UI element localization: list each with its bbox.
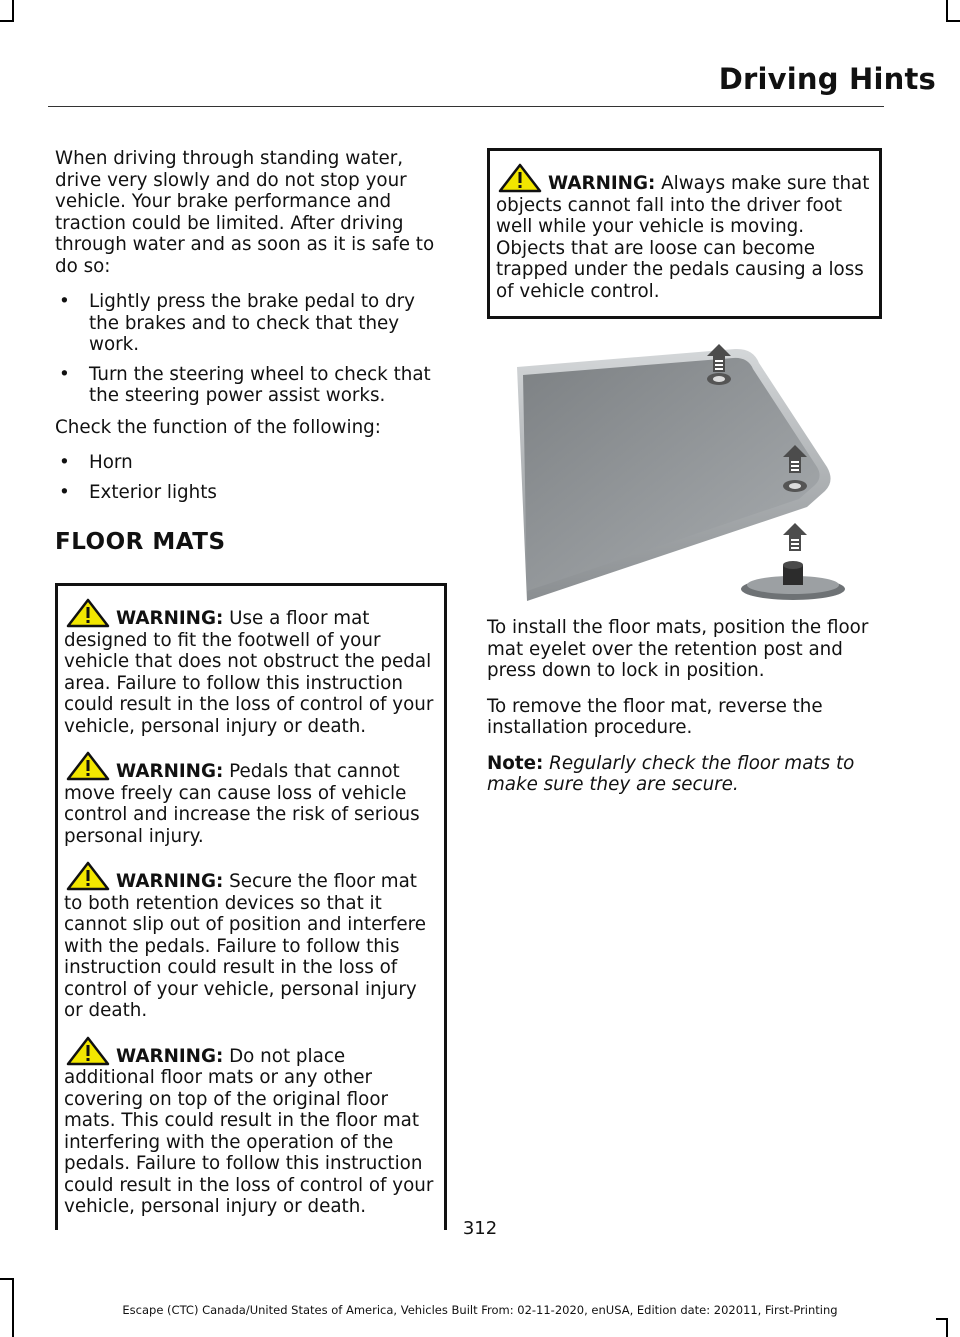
warning-triangle-icon (498, 163, 542, 193)
warning-text: Do not place additional floor mats or any other covering on top of the original floor mats. This could result in the floor mat interfering with the operation of the pedals. Failure to follow this instruction could result in the loss of control of your vehicle, personal injury or death. (64, 1045, 434, 1217)
right-column (487, 148, 882, 810)
page-title: Driving Hints (718, 62, 936, 96)
crop-mark (946, 1318, 948, 1337)
warning-item (64, 598, 438, 737)
list-item: • Turn the steering wheel to check that the steering power assist works. (55, 364, 447, 407)
left-column (55, 148, 447, 1230)
list-item: • Horn (55, 452, 447, 474)
note-paragraph (487, 753, 882, 796)
warning-label: WARNING: (548, 173, 656, 194)
warning-item (64, 1036, 438, 1218)
warning-label: WARNING: (116, 1045, 224, 1067)
warning-label: WARNING: (116, 608, 224, 629)
crop-mark (946, 0, 948, 22)
install-paragraph: To install the floor mats, position the floor mat eyelet over the retention post and press down to lock in position. (487, 617, 869, 681)
warning-text: Use a floor mat designed to fit the footwell of your vehicle that does not obstruct the pedal area. Failure to follow this instruction could result in the loss of control of your vehicle, personal injury or death. (64, 608, 434, 737)
warning-label: WARNING: (116, 761, 224, 782)
crop-mark (0, 1278, 14, 1280)
up-arrow-icon (783, 523, 807, 551)
function-check-list (55, 452, 447, 503)
floor-mat-illustration (487, 339, 882, 609)
crop-mark (0, 20, 14, 22)
remove-paragraph: To remove the floor mat, reverse the installation procedure. (487, 695, 823, 738)
water-check-list (55, 291, 447, 407)
warning-text: Pedals that cannot move freely can cause loss of vehicle control and increase the risk of serious personal injury. (64, 761, 420, 847)
section-title: FLOOR MATS (55, 529, 226, 555)
list-item: • Exterior lights (55, 482, 447, 504)
check-paragraph: Check the function of the following: (55, 416, 381, 438)
crop-mark (936, 1318, 948, 1320)
warning-box (55, 583, 447, 1230)
warning-triangle-icon (66, 861, 110, 891)
note-label: Note: (487, 752, 544, 774)
warning-text: Always make sure that objects cannot fall into the driver foot well while your vehicle is moving. Objects that are loose can become trapped under the pedals causing a loss of vehicle control. (496, 173, 870, 302)
crop-mark (12, 0, 14, 22)
warning-triangle-icon (66, 1036, 110, 1066)
warning-item (64, 861, 438, 1022)
warning-item (64, 751, 438, 847)
intro-paragraph: When driving through standing water, drive very slowly and do not stop your vehicle. Your brake performance and traction could be limited. After driving through water and as soon as it is safe to do so: (55, 148, 435, 277)
page-number: 312 (462, 1218, 498, 1239)
crop-mark (946, 20, 960, 22)
list-item: • Lightly press the brake pedal to dry the brakes and to check that they work. (55, 291, 447, 356)
footer-text: Escape (CTC) Canada/United States of America, Vehicles Built From: 02-11-2020, enUSA, Edition date: 202011, First-Printing (122, 1303, 838, 1317)
note-text: Regularly check the floor mats to make sure they are secure. (487, 752, 855, 795)
floor-mat-diagram (487, 339, 882, 609)
warning-triangle-icon (66, 598, 110, 628)
header-divider (48, 106, 884, 107)
warning-label: WARNING: (116, 871, 224, 892)
warning-box (487, 148, 882, 319)
warning-triangle-icon (66, 751, 110, 781)
warning-item (496, 163, 873, 302)
warning-text: Secure the floor mat to both retention devices so that it cannot slip out of position and interfere with the pedals. Failure to follow this instruction could result in the loss of control of your vehicle, personal injury or death. (64, 871, 426, 1021)
